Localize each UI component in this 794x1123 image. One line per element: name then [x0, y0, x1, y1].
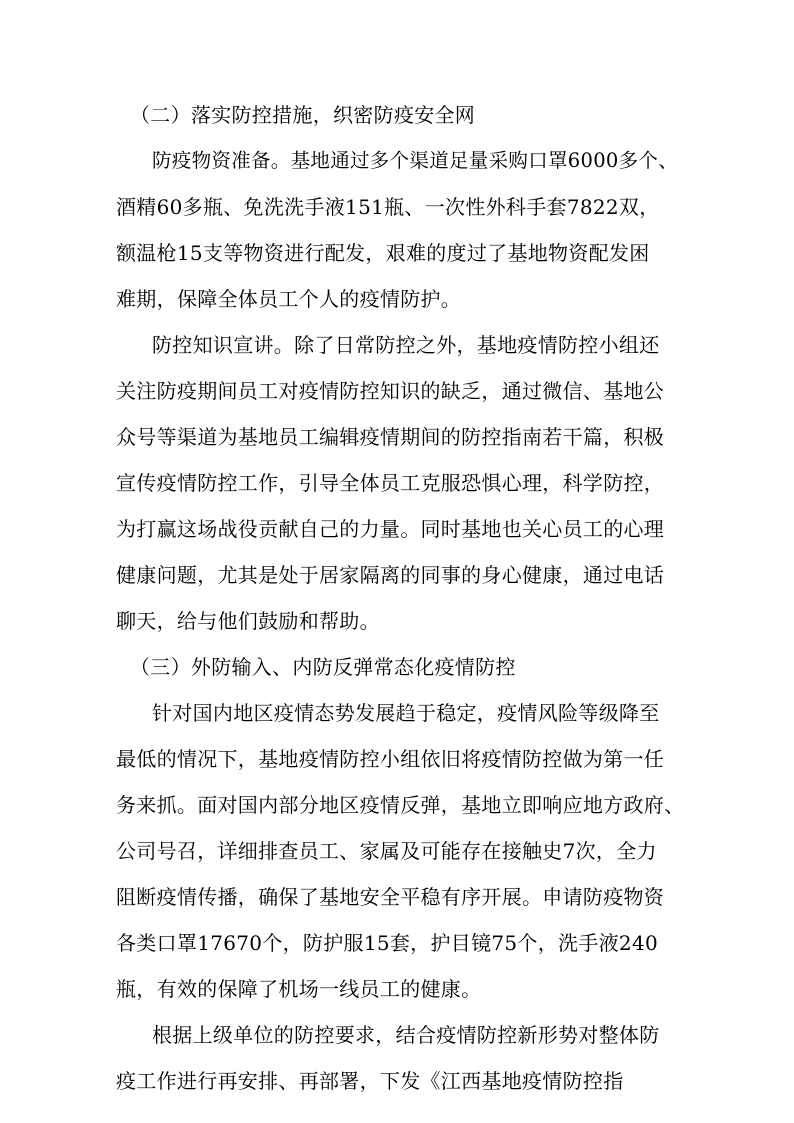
paragraph-line: 针对国内地区疫情态势发展趋于稳定，疫情风险等级降至	[152, 701, 660, 725]
paragraph-line: 防疫物资准备。基地通过多个渠道足量采购口罩6000多个、	[152, 149, 679, 172]
paragraph-line: 酒精60多瓶、免洗洗手液151瓶、一次性外科手套7822双，	[116, 195, 660, 219]
paragraph-line: 瓶，有效的保障了机场一线员工的健康。	[116, 977, 482, 1001]
paragraph-line: 为打赢这场战役贡献自己的力量。同时基地也关心员工的心理	[116, 517, 665, 541]
paragraph-line: 防控知识宣讲。除了日常防控之外，基地疫情防控小组还	[152, 333, 660, 357]
paragraph-line: 聊天，给与他们鼓励和帮助。	[116, 609, 380, 633]
paragraph-line: 阻断疫情传播，确保了基地安全平稳有序开展。申请防疫物资	[116, 885, 665, 909]
section-heading-3: （三）外防输入、内防反弹常态化疫情防控	[130, 655, 516, 679]
paragraph-line: 众号等渠道为基地员工编辑疫情期间的防控指南若干篇，积极	[116, 425, 665, 449]
paragraph-line: 关注防疫期间员工对疫情防控知识的缺乏，通过微信、基地公	[116, 379, 665, 403]
paragraph-line: 额温枪15支等物资进行配发，艰难的度过了基地物资配发困	[116, 241, 650, 265]
section-heading-2: （二）落实防控措施，织密防疫安全网	[130, 103, 476, 127]
paragraph-line: 难期，保障全体员工个人的疫情防护。	[116, 287, 462, 311]
paragraph-line: 宣传疫情防控工作，引导全体员工克服恐惧心理，科学防控，	[116, 471, 665, 495]
paragraph-line: 健康问题，尤其是处于居家隔离的同事的身心健康，通过电话	[116, 563, 665, 587]
paragraph-line: 各类口罩17670个，防护服15套，护目镜75个，洗手液240	[116, 931, 658, 955]
paragraph-line: 最低的情况下，基地疫情防控小组依旧将疫情防控做为第一任	[116, 747, 665, 771]
paragraph-line: 根据上级单位的防控要求，结合疫情防控新形势对整体防	[152, 1023, 660, 1047]
paragraph-line: 公司号召，详细排查员工、家属及可能存在接触史7次，全力	[116, 839, 657, 863]
paragraph-line: 务来抓。面对国内部分地区疫情反弹，基地立即响应地方政府、	[116, 793, 685, 817]
paragraph-line: 疫工作进行再安排、再部署，下发《江西基地疫情防控指	[116, 1069, 624, 1093]
